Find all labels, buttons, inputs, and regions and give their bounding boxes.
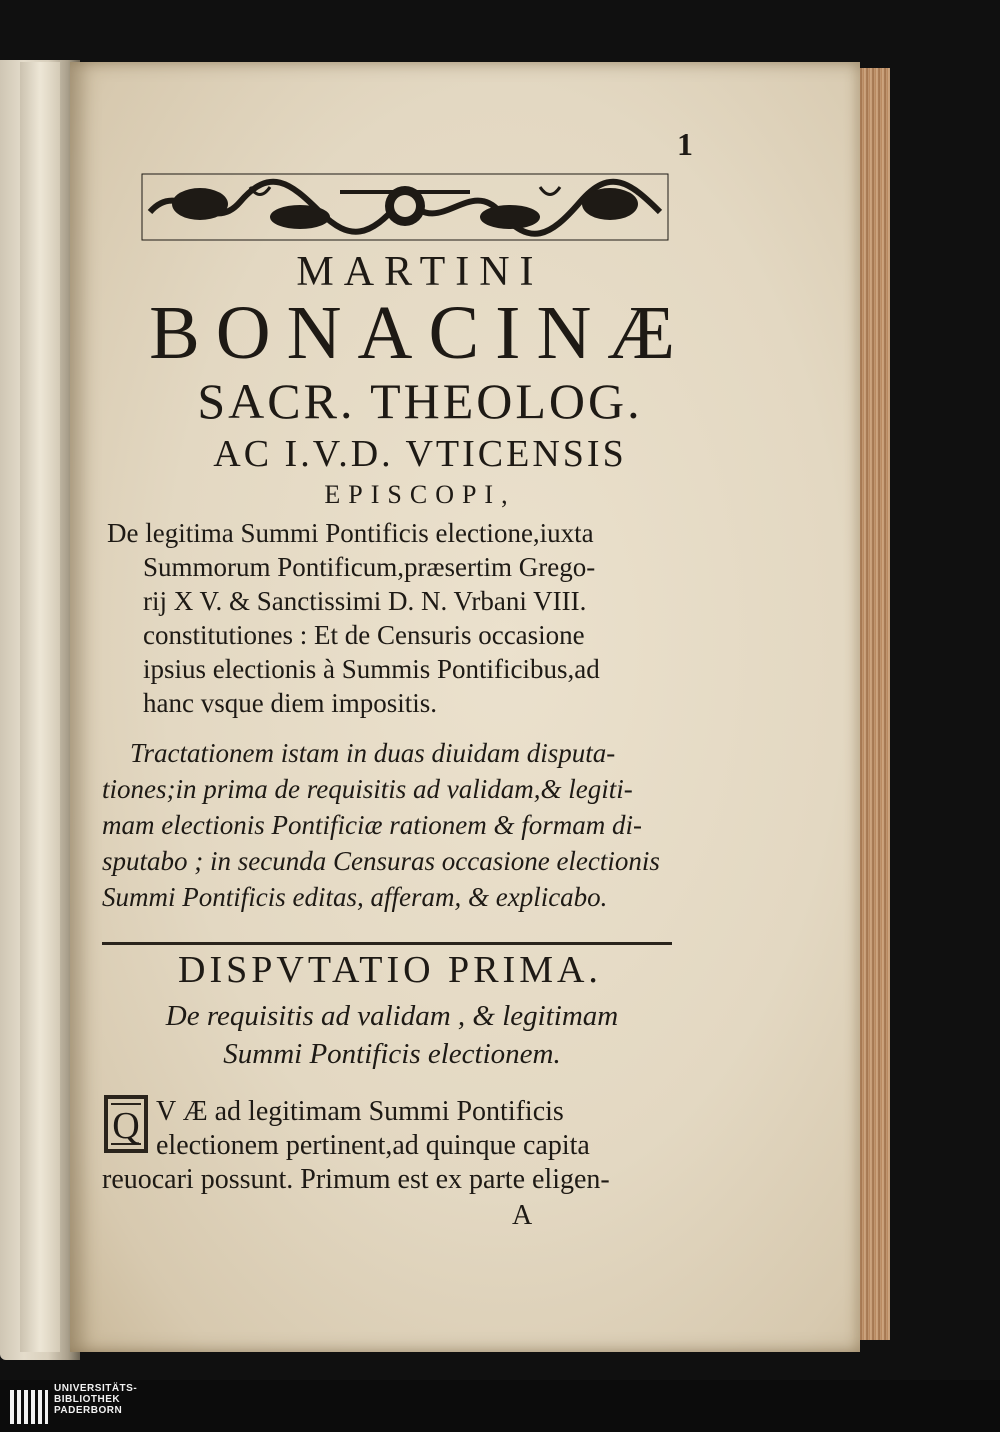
disputatio-subtitle-1: De requisitis ad validam , & legitimam <box>165 1000 619 1032</box>
roman-line-3: rij X V. & Sanctissimi D. N. Vrbani VIII. <box>143 586 587 616</box>
title-line-2: BONACINÆ <box>149 291 691 375</box>
disputatio-heading: DISPVTATIO PRIMA. <box>178 949 602 991</box>
library-footer <box>0 1380 1000 1432</box>
disputatio-subtitle-2: Summi Pontificis electionem. <box>223 1038 561 1070</box>
decorated-initial <box>103 1094 149 1154</box>
italic-line-3: mam electionis Pontificiæ rationem & formam di- <box>102 810 642 840</box>
body-line-2: electionem pertinent,ad quinque capita <box>156 1130 590 1161</box>
section-rule <box>102 942 672 945</box>
library-name-line-3: PADERBORN <box>54 1405 123 1416</box>
roman-line-6: hanc vsque diem impositis. <box>143 688 437 718</box>
roman-line-5: ipsius electionis à Summis Pontificibus,ad <box>143 654 600 684</box>
signature-mark: A <box>512 1200 533 1231</box>
library-name <box>54 1383 137 1416</box>
body-line-3: reuocari possunt. Primum est ex parte eligen- <box>102 1164 610 1195</box>
library-name-line-1: UNIVERSITÄTS- <box>54 1383 138 1394</box>
folio-number: 1 <box>677 126 693 162</box>
library-name-line-2: BIBLIOTHEK <box>54 1394 121 1405</box>
italic-line-2: tiones;in prima de requisitis ad validam,& legiti- <box>102 774 633 804</box>
title-line-4: AC I.V.D. VTICENSIS <box>213 433 627 475</box>
library-logo-icon <box>8 1384 50 1428</box>
italic-line-1: Tractationem istam in duas diuidam disputa- <box>130 738 616 768</box>
decorative-headpiece <box>140 172 670 242</box>
italic-line-4: sputabo ; in secunda Censuras occasione electionis <box>102 846 660 876</box>
initial-letter: Q <box>112 1105 140 1147</box>
spine-strip <box>20 62 60 1352</box>
title-line-5: EPISCOPI, <box>324 480 516 509</box>
roman-line-2: Summorum Pontificum,præsertim Grego- <box>143 552 596 582</box>
title-line-3: SACR. THEOLOG. <box>197 373 643 429</box>
roman-line-4: constitutiones : Et de Censuris occasione <box>143 620 585 650</box>
roman-line-1: De legitima Summi Pontificis electione,iuxta <box>107 518 594 548</box>
body-line-1: V Æ ad legitimam Summi Pontificis <box>156 1096 564 1127</box>
title-line-1: MARTINI <box>296 249 544 295</box>
italic-line-5: Summi Pontificis editas, afferam, & explicabo. <box>102 882 608 912</box>
